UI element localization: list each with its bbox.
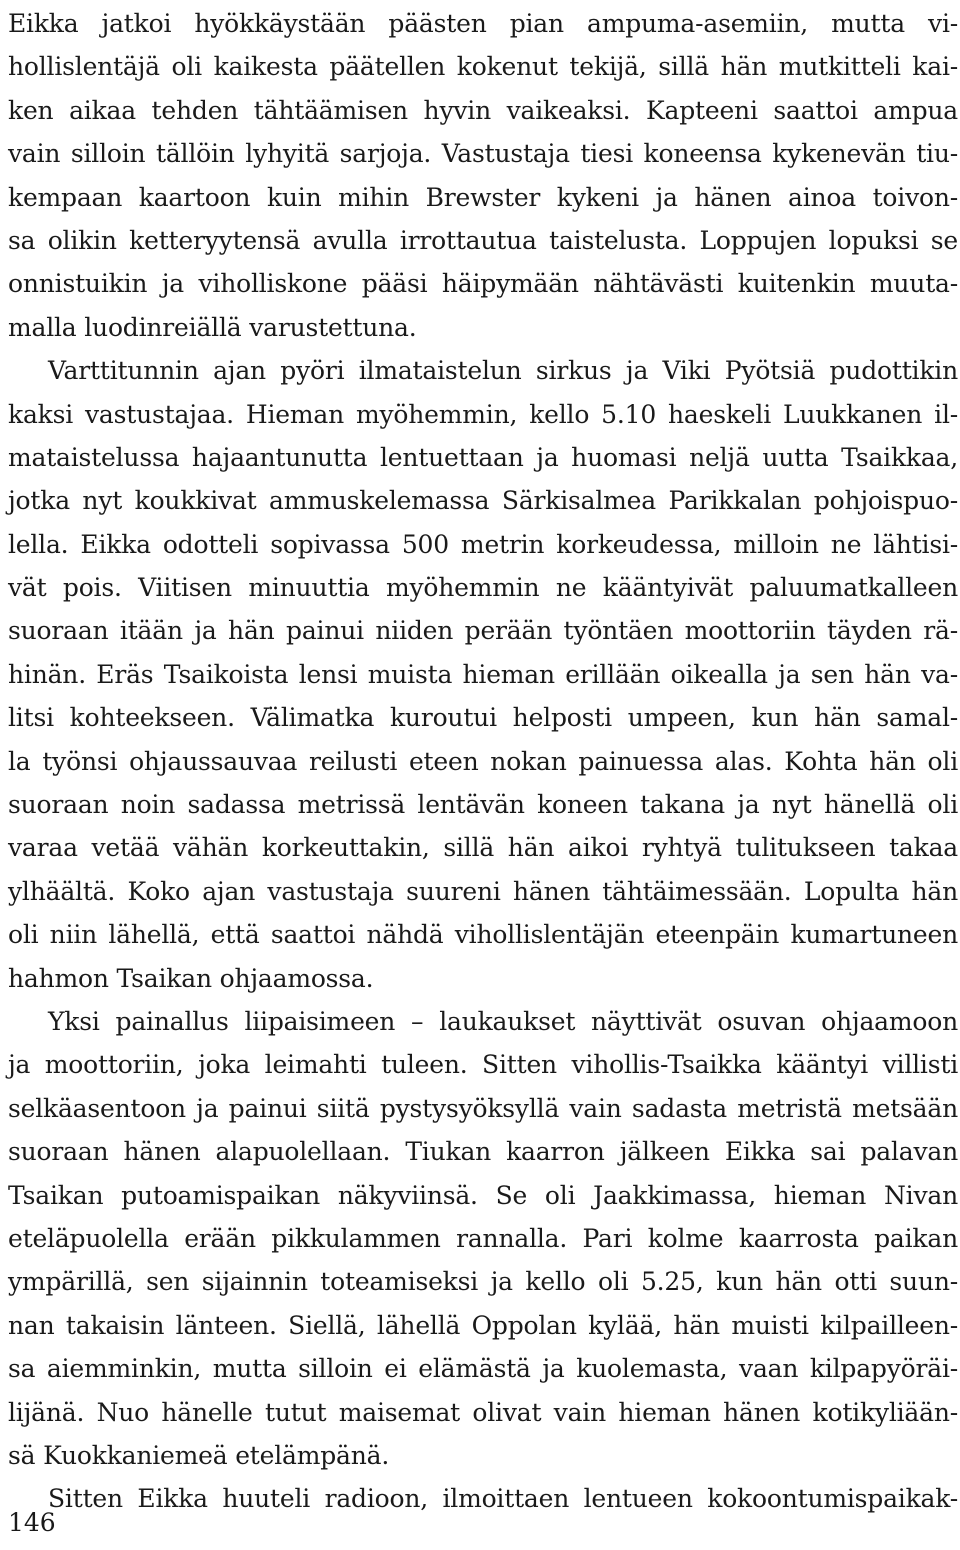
text-line: Varttitunnin ajan pyöri ilmataistelun sirkus ja Viki Pyötsiä pudottikin xyxy=(48,356,958,386)
text-line: jotka nyt koukkivat ammuskelemassa Särkisalmea Parikkalan pohjoispuo- xyxy=(8,486,958,516)
text-line: hollislentäjä oli kaikesta päätellen kokenut tekijä, sillä hän mutkitteli kai- xyxy=(8,52,958,82)
text-line: sa aiemminkin, mutta silloin ei elämästä ja kuolemasta, vaan kilpapyöräi- xyxy=(8,1354,958,1384)
text-line: suoraan itään ja hän painui niiden perään työntäen moottoriin täyden rä- xyxy=(8,616,958,646)
text-line: vain silloin tällöin lyhyitä sarjoja. Vastustaja tiesi koneensa kykenevän tiu- xyxy=(8,139,958,169)
text-line: kempaan kaartoon kuin mihin Brewster kykeni ja hänen ainoa toivon- xyxy=(8,182,958,212)
text-line: ympärillä, sen sijainnin toteamiseksi ja kello oli 5.25, kun hän otti suun- xyxy=(8,1267,958,1297)
paragraph xyxy=(8,1477,958,1520)
text-line: varaa vetää vähän korkeuttakin, sillä hän aikoi ryhtyä tulitukseen takaa xyxy=(8,833,958,863)
text-line: nan takaisin länteen. Siellä, lähellä Oppolan kylää, hän muisti kilpailleen- xyxy=(8,1310,958,1340)
text-line: sä Kuokkaniemeä etelämpänä. xyxy=(8,1440,390,1470)
text-line: hahmon Tsaikan ohjaamossa. xyxy=(8,963,374,993)
text-line: ylhäältä. Koko ajan vastustaja suureni hänen tähtäimessään. Lopulta hän xyxy=(8,876,958,906)
text-line: Yksi painallus liipaisimeen – laukaukset näyttivät osuvan ohjaamoon xyxy=(48,1006,958,1036)
text-line: malla luodinreiällä varustettuna. xyxy=(8,312,417,342)
paragraph xyxy=(8,349,958,1000)
paragraph xyxy=(8,2,958,349)
text-line: selkäasentoon ja painui siitä pystysyöksyllä vain sadasta metristä metsään xyxy=(8,1093,958,1123)
text-line: ja moottoriin, joka leimahti tuleen. Sitten vihollis-Tsaikka kääntyi villisti xyxy=(8,1050,958,1080)
text-line: oli niin lähellä, että saattoi nähdä vihollislentäjän eteenpäin kumartuneen xyxy=(8,920,958,950)
text-line: litsi kohteekseen. Välimatka kuroutui helposti umpeen, kun hän samal- xyxy=(8,703,958,733)
text-line: Tsaikan putoamispaikan näkyviinsä. Se oli Jaakkimassa, hieman Nivan xyxy=(8,1180,958,1210)
text-line: lella. Eikka odotteli sopivassa 500 metrin korkeudessa, milloin ne lähtisi- xyxy=(8,529,958,559)
text-line: la työnsi ohjaussauvaa reilusti eteen nokan painuessa alas. Kohta hän oli xyxy=(8,746,958,776)
body-text xyxy=(8,2,958,1521)
text-line: Eikka jatkoi hyökkäystään päästen pian ampuma-asemiin, mutta vi- xyxy=(8,9,958,38)
paragraph xyxy=(8,1000,958,1477)
text-line: Sitten Eikka huuteli radioon, ilmoittaen lentueen kokoontumispaikak- xyxy=(48,1484,958,1514)
text-line: hinän. Eräs Tsaikoista lensi muista hieman erillään oikealla ja sen hän va- xyxy=(8,659,958,689)
text-line: mataistelussa hajaantunutta lentuettaan ja huomasi neljä uutta Tsaikkaa, xyxy=(8,442,958,472)
text-line: vät pois. Viitisen minuuttia myöhemmin ne kääntyivät paluumatkalleen xyxy=(8,573,958,603)
text-line: onnistuikin ja viholliskone pääsi häipymään nähtävästi kuitenkin muuta- xyxy=(8,269,958,299)
page-number: 146 xyxy=(8,1508,56,1537)
text-line: suoraan noin sadassa metrissä lentävän koneen takana ja nyt hänellä oli xyxy=(8,790,958,820)
text-line: suoraan hänen alapuolellaan. Tiukan kaarron jälkeen Eikka sai palavan xyxy=(8,1137,958,1167)
text-line: ken aikaa tehden tähtäämisen hyvin vaikeaksi. Kapteeni saattoi ampua xyxy=(8,95,958,125)
text-line: sa olikin ketteryytensä avulla irrottautua taistelusta. Loppujen lopuksi se xyxy=(8,225,958,255)
text-line: eteläpuolella erään pikkulammen rannalla. Pari kolme kaarrosta paikan xyxy=(8,1223,958,1253)
text-line: lijänä. Nuo hänelle tutut maisemat olivat vain hieman hänen kotikyliään- xyxy=(8,1397,958,1427)
text-line: kaksi vastustajaa. Hieman myöhemmin, kello 5.10 haeskeli Luukkanen il- xyxy=(8,399,958,429)
